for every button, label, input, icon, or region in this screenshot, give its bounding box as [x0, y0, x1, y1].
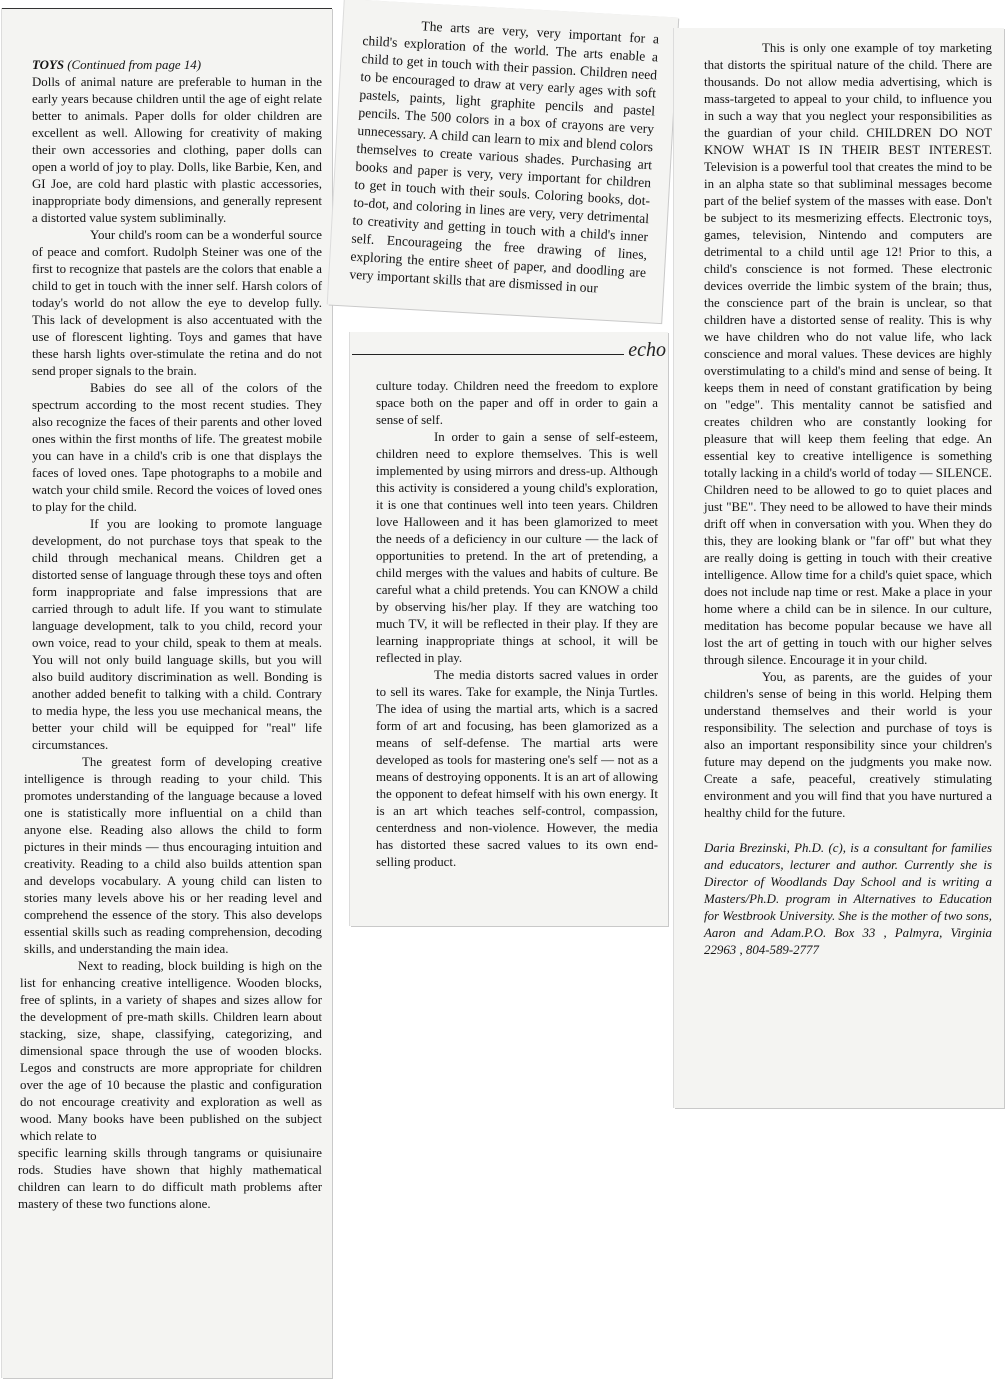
- left-paragraph-4: If you are looking to promote language development, do not purchase toys that speak to the child through mechanical means. Children get a distorted sense of language through these toys and often form inappropriate and false impressions that are carried through to adult life. If you want to stimulate language development, talk to you child, record your own voice, read to your child, speak to them at meals. You will not only build language skills, but you will also build auditory discrimination as well. Bonding is another added benefit to talking with a child. Contrary to media hype, the less you use mechanical means, the better your child will be equipped for "real" life circumstances.: [32, 517, 322, 752]
- left-paragraph-2: Your child's room can be a wonderful source of peace and comfort. Rudolph Steiner was one of the first to recognize that pastels are the colors that enable a child to get in touch with the inner self. Harsh colors of today's world do not allow the eye to develop fully. This lack of development is also accentuated with the use of florescent lighting. Toys and games that have these harsh lights over-stimulate the retina and do not send proper signals to the brain.: [32, 228, 322, 378]
- article-headline: [32, 57, 322, 74]
- left-paragraph-6: Next to reading, block building is high on the list for enhancing creative intelligence. Wooden blocks, free of splints, in a variety of shapes and sizes allow for the development of pre-math skills. Children learn about stacking, size, shape, classifying, categorizing, and dimensional space through the use of wooden blocks. Legos and constructs are more appropriate for children over the age of 10 because the plastic and configuration do not encourage creativity and exploration as well as wood. Many books have been published on the subject which relate to: [20, 959, 322, 1143]
- middle-top-clipping: [328, 0, 679, 323]
- section-rule: [352, 354, 624, 355]
- section-header: [350, 332, 668, 360]
- author-bio-text: Daria Brezinski, Ph.D. (c), is a consultant for families and educators, lecturer and author. Currently she is Director of Woodlands Day School and is writing a Masters/Ph.D. program in Alternatives to Education for Westbrook University. She is the mother of two sons, Aaron and Adam.P.O. Box 33 , Palmyra, Virginia 22963 , 804-589-2777: [704, 841, 992, 957]
- left-column-clipping: [2, 8, 332, 1378]
- middle-top-paragraph: The arts are very, very important for a child's exploration of the world. The arts enable a child to get in touch with their passion. Children need to be encouraged to draw at very early ages with soft pastels, paints, light graphite pencils and pastel pencils. The 500 colors in a box of crayons are very unnecessary. A child can learn to mix and blend colors themselves to create various shades. Purchasing art books and paper is very, very important for children to get in touch with their souls. Coloring books, dot-to-dot, and coloring in lines are very, very detrimental to creativity and getting in touch with a child's inner self. Encourageing the free drawing of lines, exploring the entire sheet of paper, and doodling are very important skills that are dismissed in our: [349, 18, 660, 296]
- headline-title: TOYS: [32, 58, 64, 72]
- left-paragraph-1: Dolls of animal nature are preferable to human in the early years because children until the age of eight relate better to animals. Paper dolls for older children are excellent as well. Allowing for creativity of making their own accessories and clothing, paper dolls can open a world of joy to play. Dolls, like Barbie, Ken, and GI Joe, are cold hard plastic with plastic accessories, inappropriate body dimensions, and generally represent a distorted value system subliminally.: [32, 75, 322, 225]
- middle-paragraph-1: culture today. Children need the freedom to explore space both on the paper and off in order to gain a sense of self.: [376, 379, 658, 427]
- middle-paragraph-3: The media distorts sacred values in order to sell its wares. Take for example, the Ninja Turtles. The idea of using the martial arts, which is a sacred form of art and focusing, has been glamorized as a means of self-defense. The martial arts were developed as tools for mastering one's self — not as a means of destroying opponents. It is an art of allowing the opponent to defeat himself with his own energy. It is an art which teaches self-control, compassion, centerdness and non-violence. However, the media has distorted these sacred values to its own end- selling product.: [376, 668, 658, 869]
- headline-continued: (Continued from page 14): [67, 58, 202, 72]
- echo-section-mark: echo: [628, 339, 666, 361]
- author-bio: [704, 840, 992, 959]
- middle-paragraph-2: In order to gain a sense of self-esteem, children need to explore themselves. This is well implemented by using mirrors and dress-up. Although this activity is considered a young child's exploration, it is one that continues well into teen years. Children love Halloween and it has been glamorized to meet the needs of a deficiency in our culture — the lack of opportunities to pretend. In the art of pretending, a child merges with the values and habits of culture. Be careful what a child pretends. You can KNOW a child by observing his/her play. If they are watching too much TV, it will be reflected in their play. If they are learning inappropriate things at school, it will be reflected in play.: [376, 430, 658, 665]
- middle-column-clipping: [350, 332, 668, 926]
- left-paragraph-3: Babies do see all of the colors of the spectrum according to the most recent studies. They also recognize the faces of their parents and other loved ones within the first months of life. The greatest mobile you can have in a child's crib is one that displays the faces of loved ones. Tape photographs to a mobile and watch your child smile. Record the voices of loved ones to play for the child.: [32, 381, 322, 514]
- left-paragraph-5: The greatest form of developing creative intelligence is through reading to your child. This promotes understanding of the language because a loved one is statistically more influential on a child than anyone else. Reading also allows the child to form pictures in their minds — thus encouraging intuition and creativity. Reading to a child also builds attention span and develops vocabulary. A young child can listen to stories many levels above his or her reading level and comprehend the essence of the story. This also develops essential skills such as reading comprehension, decoding skills, and understanding the main idea.: [24, 755, 322, 956]
- left-paragraph-7: specific learning skills through tangrams or quisiunaire rods. Studies have shown that highly mathematical children can learn to do difficult math problems after mastery of these two functions alone.: [18, 1146, 322, 1211]
- right-paragraph-2: You, as parents, are the guides of your children's sense of being in this world. Helping them understand themselves and their world is your responsibility. The selection and purchase of toys is also an important responsibility since your children's future may depend on the judgments you make now. Create a safe, peaceful, creatively stimulating environment and you will find that you have nurtured a healthy child for the future.: [704, 670, 992, 820]
- right-paragraph-1: This is only one example of toy marketing that distorts the spiritual nature of the child. There are thousands. Do not allow media advertising, which is mass-targeted to appeal to your child, to influence you in such a way that you neglect your responsibilities as the guardian of your child. CHILDREN DO NOT KNOW WHAT IS IN THEIR BEST INTEREST. Television is a powerful tool that creates the mind to be in an alpha state so that subliminal messages become part of the belief system of the masses with ease. Don't be subject to its mesmerizing effects. Electronic toys, games, television, Nintendo and computers are detrimental to a child until age 12! Prior to this, a child's conscience is not formed. These electronic devices override the limbic system of the brain; thus, the conscience part of the brain is unclear, so that children have a distorted sense of reality. This is why we have children who do not value life, who lack conscience and moral values. These devices are highly overstimulating to a child's mind and sense of being. It keeps them in need of constant gratification by being on "edge". This mentality cannot be satisfied and creates children who are constantly looking for pleasure that will keep them feeling that edge. An essential key to creative intelligence is something totally lacking in a child's world of today — SILENCE. Children need to be allowed to go to quiet places and just "BE". They need to be allowed to have their minds drift off when in conversation with you. When they do this, they are looking blank or "far off" but what they are really doing is getting in touch with their creative intelligence. Allow time for a child's quiet space, which does not include nap time or rest. Make a place in your home where a child can be in silence. In our culture, meditation has become popular because we have all lost the art of getting in touch with our higher selves through silence. Encourage it in your child.: [704, 41, 992, 667]
- right-column-clipping: [674, 28, 1004, 1108]
